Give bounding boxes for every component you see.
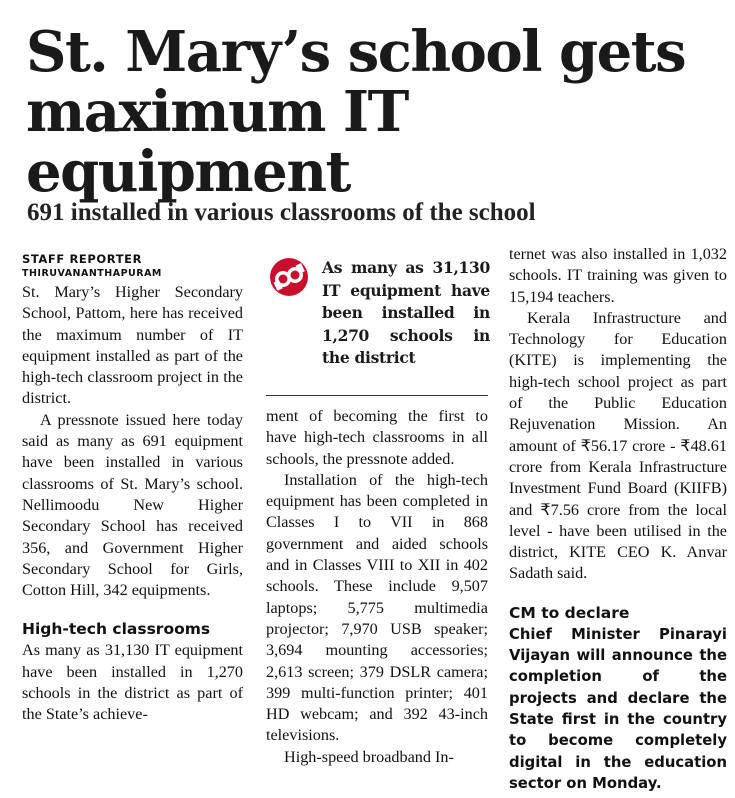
byline: STAFF REPORTER <box>22 252 143 266</box>
deck: 691 installed in various classrooms of the school <box>27 199 536 226</box>
paragraph: High-speed broadband In- <box>284 747 454 766</box>
paragraph: Chief Minister Pinarayi Vijayan will announce the completion of the projects and declare the State first in the country to become completely digital in the education sector on Monday. <box>509 625 727 792</box>
paragraph: A pressnote issued here today said as many as 691 equipment have been installed in various classrooms of St. Mary’s school. Nellimoodu New Higher Secondary School has received 356, and Government Higher Secondary School for Girls, Cotton Hill, 342 equipments. <box>22 410 243 600</box>
article-column-3 <box>509 244 727 794</box>
subhead-cm-to-declare: CM to declare <box>509 603 630 622</box>
paragraph: Kerala Infrastructure and Technology for Education (KITE) is implementing the high-tech school project as part of the Public Education Rejuvenation Mission. An amount of ₹56.17 crore - ₹48.61 crore from Kerala Infrastructure Investment Fund Board (KIIFB) and ₹7.56 crore from the local level - have been utilised in the district, KITE CEO K. Anvar Sadath said. <box>509 308 727 583</box>
article-column-1 <box>22 247 243 726</box>
paragraph: As many as 31,130 IT equipment have been installed in 1,270 schools in the district as part of the State’s achieve- <box>22 641 243 724</box>
subhead-high-tech-classrooms: High-tech classrooms <box>22 620 211 639</box>
pull-quote <box>266 255 488 396</box>
paragraph: Installation of the high-tech equipment has been completed in Classes I to VII in 868 government and aided schools and in Classes VIII to XII in 402 schools. These include 9,507 laptops; 5,775 multimedia projector; 7,970 USB speaker; 3,694 mounting accessories; 2,613 screen; 379 DSLR camera; 399 multi-function printer; 401 HD webcam; and 392 43-inch televisions. <box>266 470 488 745</box>
pull-quote-text: As many as 31,130 IT equipment have been installed in 1,270 schools in the district <box>322 258 490 367</box>
quote-logo-icon <box>269 257 309 297</box>
paragraph: St. Mary’s Higher Secondary School, Pattom, here has received the maximum number of IT equipment installed as part of the high-tech classroom project in the district. <box>22 283 243 408</box>
dateline: THIRUVANANTHAPURAM <box>22 268 162 279</box>
paragraph: ternet was also installed in 1,032 schools. IT training was given to 15,194 teachers. <box>509 245 727 306</box>
article-column-2 <box>266 247 488 768</box>
headline: St. Mary’s school gets maximum IT equipment <box>26 19 686 205</box>
paragraph: ment of becoming the first to have high-tech classrooms in all schools, the pressnote added. <box>266 407 488 468</box>
